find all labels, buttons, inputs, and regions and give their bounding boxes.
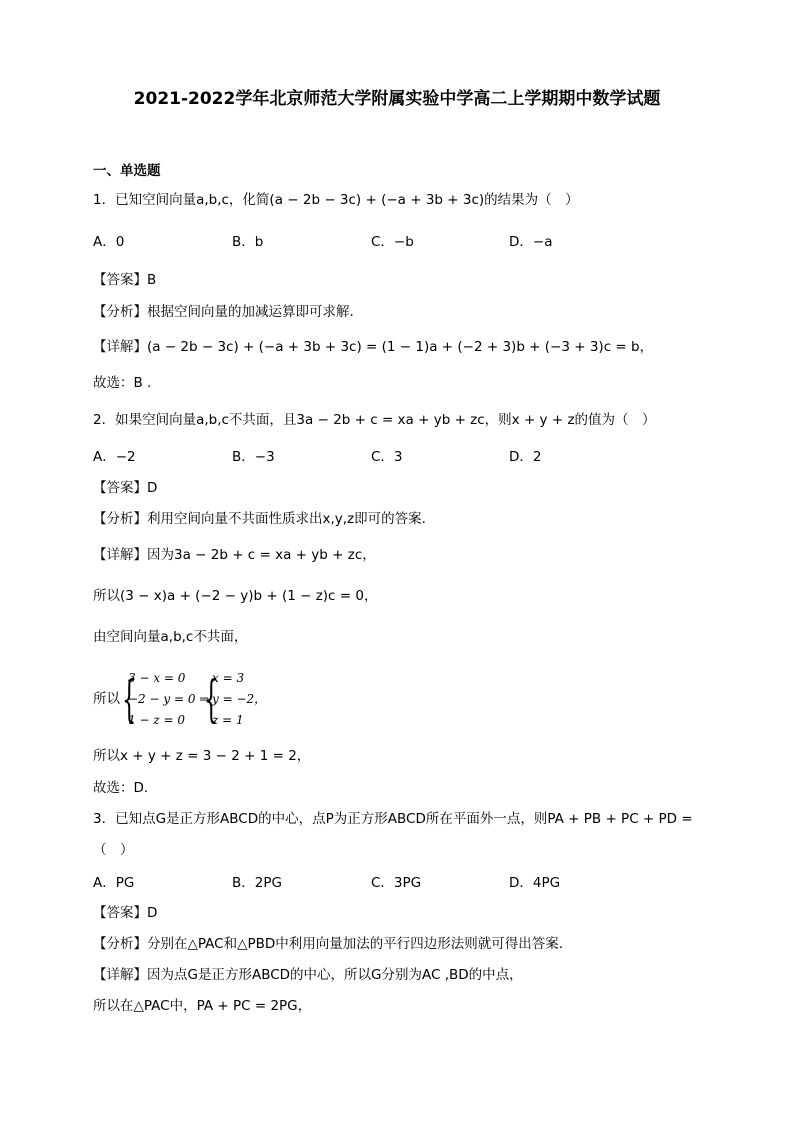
q3-detail: 【详解】因为点G是正方形ABCD的中心，所以G分别为AC ,BD的中点，	[93, 967, 523, 983]
q2-step2: 由空间向量a,b,c不共面，	[93, 629, 248, 645]
q2-system-right-eq2: y = −2，	[212, 692, 267, 706]
q3-step1: 所以在△PAC中，PA + PC = 2PG，	[93, 998, 312, 1014]
q2-detail: 【详解】因为3a − 2b + c = xa + yb + zc，	[93, 547, 376, 563]
q1-answer: 【答案】B	[93, 272, 157, 288]
q2-system-left-eq2: −2 − y = 0 ⇒	[128, 692, 210, 706]
q2-step1: 所以(3 − x)a + (−2 − y)b + (1 − z)c = 0，	[93, 588, 378, 604]
q3-option-d: D．4PG	[509, 875, 561, 891]
section-heading: 一、单选题	[93, 163, 161, 179]
q2-option-c: C．3	[371, 449, 403, 465]
q2-system-prefix: 所以	[93, 691, 120, 707]
q2-choice: 故选：D.	[93, 780, 149, 796]
q1-option-a: A．0	[93, 234, 125, 250]
q2-option-b: B．−3	[232, 449, 275, 465]
q2-step3: 所以x + y + z = 3 − 2 + 1 = 2，	[93, 748, 311, 764]
left-brace-icon: {	[122, 670, 137, 728]
q1-choice: 故选：B .	[93, 375, 152, 391]
q2-option-a: A．−2	[93, 449, 136, 465]
right-brace-icon: {	[204, 670, 219, 728]
q1-option-c: C．−b	[371, 234, 414, 250]
q2-option-d: D．2	[509, 449, 542, 465]
q3-analysis: 【分析】分别在△PAC和△PBD中利用向量加法的平行四边形法则就可得出答案.	[93, 936, 564, 952]
q2-analysis: 【分析】利用空间向量不共面性质求出x,y,z即可的答案.	[93, 511, 426, 527]
q1-detail: 【详解】(a − 2b − 3c) + (−a + 3b + 3c) = (1 − 1)a + (−2 + 3)b + (−3 + 3)c = b，	[93, 339, 654, 355]
q1-stem: 1．已知空间向量a,b,c，化简(a − 2b − 3c) + (−a + 3b + 3c)的结果为（ ）	[93, 192, 579, 208]
q2-system-right-eq1: x = 3	[212, 671, 245, 685]
q2-system-left-eq3: 1 − z = 0	[128, 713, 185, 727]
q2-system-right-eq3: z = 1	[212, 713, 244, 727]
document-title: 2021-2022学年北京师范大学附属实验中学高二上学期期中数学试题	[133, 89, 661, 109]
q3-option-a: A．PG	[93, 875, 135, 891]
q1-option-d: D．−a	[509, 234, 553, 250]
q3-stem: 3．已知点G是正方形ABCD的中心，点P为正方形ABCD所在平面外一点，则PA + PB + PC + PD =	[93, 811, 693, 827]
q2-system-left-eq1: 3 − x = 0	[128, 671, 186, 685]
q3-answer: 【答案】D	[93, 905, 158, 921]
q2-stem: 2．如果空间向量a,b,c不共面，且3a − 2b + c = xa + yb + zc，则x + y + z的值为（ ）	[93, 412, 656, 428]
q3-stem-blank: （ ）	[93, 842, 134, 858]
q1-option-b: B．b	[232, 234, 264, 250]
q1-analysis: 【分析】根据空间向量的加减运算即可求解.	[93, 304, 354, 320]
q2-answer: 【答案】D	[93, 480, 158, 496]
q3-option-b: B．2PG	[232, 875, 282, 891]
q3-option-c: C．3PG	[371, 875, 422, 891]
